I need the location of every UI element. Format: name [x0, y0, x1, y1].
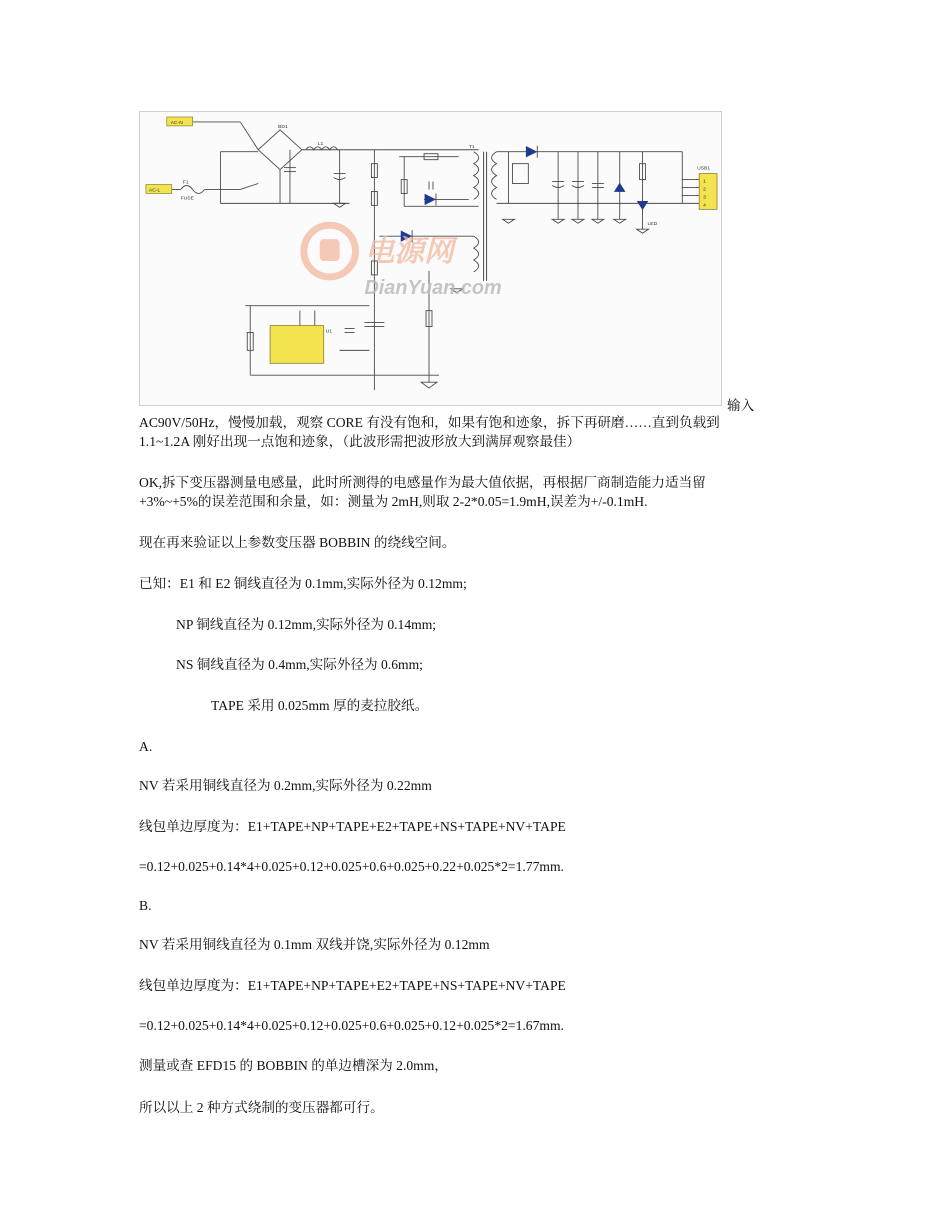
paragraph-line: 现在再来验证以上参数变压器 BOBBIN 的绕线空间。: [139, 535, 456, 550]
fuse-type-label: FUSE: [180, 196, 194, 202]
paragraph-line: 测量或查 EFD15 的 BOBBIN 的单边槽深为 2.0mm，: [139, 1058, 448, 1073]
connector-label: USB1: [697, 166, 711, 172]
bridge-label: BD1: [278, 124, 288, 130]
led-label: LED: [647, 222, 658, 228]
schematic-svg: [140, 112, 721, 405]
inline-caption: 输入: [727, 398, 755, 413]
transformer-label: T1: [468, 144, 475, 150]
paragraph-line: 线包单边厚度为：E1+TAPE+NP+TAPE+E2+TAPE+NS+TAPE+NV+TAPE: [139, 978, 566, 993]
ic-label: U1: [325, 329, 333, 335]
paragraph-line: NV 若采用铜线直径为 0.1mm 双线并饶,实际外径为 0.12mm: [139, 937, 490, 952]
connector-pin-4: 4: [703, 203, 706, 209]
connector-pin-2: 2: [703, 187, 706, 193]
watermark-logo-icon: [304, 225, 356, 277]
watermark-cn: 电源网: [364, 234, 454, 268]
paragraph-line: NV 若采用铜线直径为 0.2mm,实际外径为 0.22mm: [139, 778, 432, 793]
paragraph-line: NS 铜线直径为 0.4mm,实际外径为 0.6mm;: [176, 657, 423, 672]
circuit-schematic-image: [139, 111, 722, 406]
paragraph-line: 已知：E1 和 E2 铜线直径为 0.1mm,实际外径为 0.12mm;: [139, 576, 467, 591]
ac-l-label: AC-L: [148, 188, 161, 194]
paragraph-line: OK,拆下变压器测量电感量，此时所测得的电感量作为最大值依据，再根据厂商制造能力适当留: [139, 475, 706, 490]
fuse-label: F1: [182, 180, 189, 186]
inductor-label: L1: [317, 141, 324, 147]
connector-pin-3: 3: [703, 195, 706, 201]
paragraph-line: AC90V/50Hz，慢慢加载，观察 CORE 有没有饱和，如果有饱和迹象，拆下再研磨……直到负载到: [139, 415, 720, 430]
paragraph-line: 线包单边厚度为：E1+TAPE+NP+TAPE+E2+TAPE+NS+TAPE+NV+TAPE: [139, 819, 566, 834]
paragraph-line: +3%~+5%的误差范围和余量，如：测量为 2mH,则取 2-2*0.05=1.9mH,误差为+/-0.1mH.: [139, 494, 648, 509]
ac-n-label: AC-N: [170, 120, 183, 126]
paragraph-line: 1.1~1.2A 刚好出现一点饱和迹象，（此波形需把波形放大到满屏观察最佳）: [139, 434, 581, 449]
connector-pin-1: 1: [703, 179, 706, 185]
paragraph-line: NP 铜线直径为 0.12mm,实际外径为 0.14mm;: [176, 617, 437, 632]
section-label: B.: [139, 898, 152, 913]
paragraph-line: =0.12+0.025+0.14*4+0.025+0.12+0.025+0.6+0.025+0.22+0.025*2=1.77mm.: [139, 859, 564, 874]
section-label: A.: [139, 739, 153, 754]
paragraph-line: TAPE 采用 0.025mm 厚的麦拉胶纸。: [211, 698, 429, 713]
paragraph-line: =0.12+0.025+0.14*4+0.025+0.12+0.025+0.6+0.025+0.12+0.025*2=1.67mm.: [139, 1018, 564, 1033]
watermark-en: DianYuan.com: [364, 276, 502, 299]
paragraph-line: 所以以上 2 种方式绕制的变压器都可行。: [139, 1100, 384, 1115]
